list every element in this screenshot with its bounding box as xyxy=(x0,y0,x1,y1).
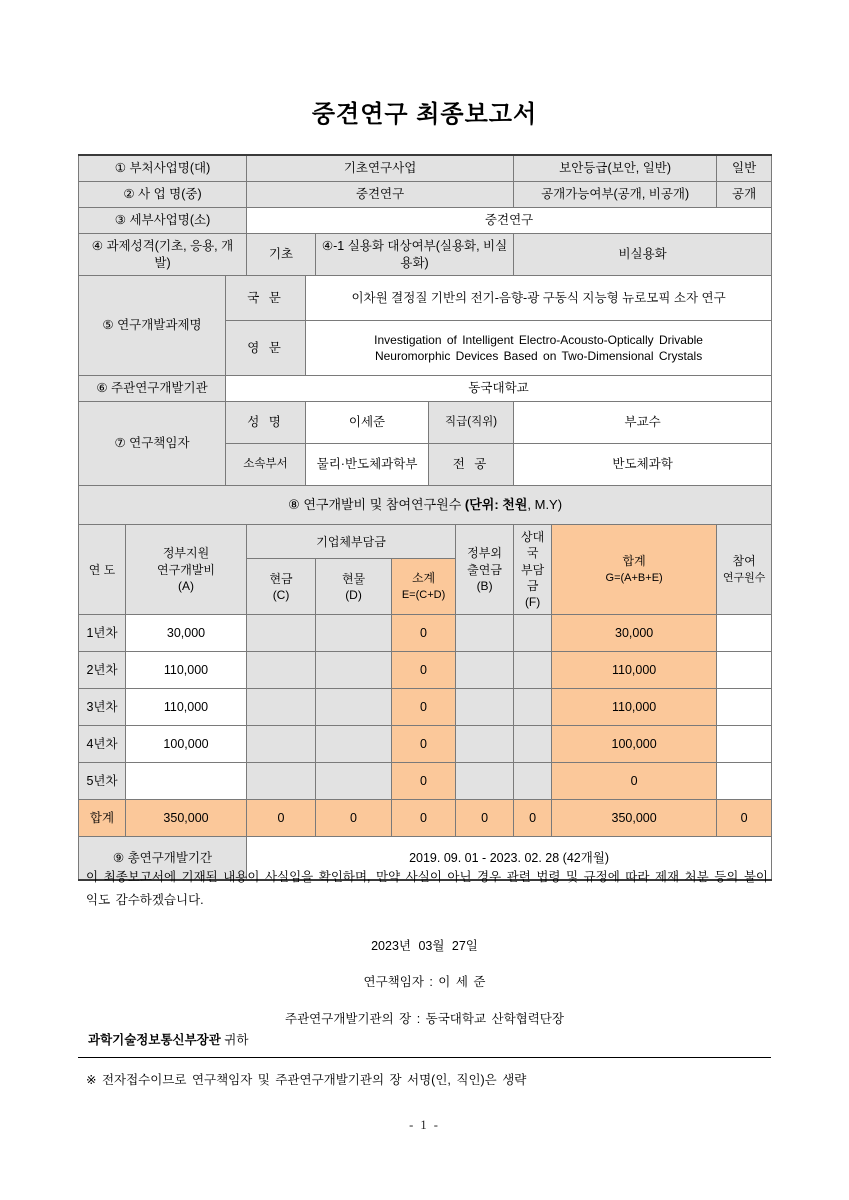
row3-value: 중견연구 xyxy=(247,207,772,233)
budget-col-subtotal xyxy=(392,559,456,615)
total-inkind: 0 xyxy=(316,800,392,837)
row1-right-value: 일반 xyxy=(717,155,772,181)
row-total: 0 xyxy=(552,763,717,800)
row5-korean-label: 국 문 xyxy=(226,276,306,321)
row-subtotal: 0 xyxy=(392,615,456,652)
signature-date: 2023년 03월 27일 xyxy=(371,939,478,953)
row-year: 3년차 xyxy=(79,689,126,726)
row9-value: 2019. 09. 01 - 2023. 02. 28 (42개월) xyxy=(247,837,772,881)
report-form-table xyxy=(78,154,772,881)
row4-value: 기초 xyxy=(247,233,316,276)
total-gov: 350,000 xyxy=(126,800,247,837)
budget-row xyxy=(79,726,772,763)
budget-col-company-group: 기업체부담금 xyxy=(247,525,456,559)
total-year: 합계 xyxy=(79,800,126,837)
row-researchers xyxy=(717,726,772,763)
total-researchers: 0 xyxy=(717,800,772,837)
nongov-l1: 정부외 xyxy=(467,546,502,561)
row-researchers xyxy=(717,615,772,652)
row-researchers xyxy=(717,689,772,726)
row3-label: ③ 세부사업명(소) xyxy=(79,207,247,233)
row-year: 5년차 xyxy=(79,763,126,800)
row-total: 30,000 xyxy=(552,615,717,652)
form-row-subprogram-name xyxy=(79,207,772,233)
row-gov: 100,000 xyxy=(126,726,247,763)
row7-dept-value: 물리·반도체과학부 xyxy=(306,444,429,486)
subtotal-l1: 소계 xyxy=(411,571,436,586)
row7-name-label: 성 명 xyxy=(226,402,306,444)
row-cash xyxy=(247,615,316,652)
row7-dept-label: 소속부서 xyxy=(226,444,306,486)
row5-english-label: 영 문 xyxy=(226,321,306,376)
row1-label: ① 부처사업명(대) xyxy=(79,155,247,181)
form-row-project-character xyxy=(79,233,772,276)
budget-col-cash xyxy=(247,559,316,615)
row5-english-value: Investigation of Intelligent Electro-Acousto-Optically Drivable Neuromorphic Devices Based on Two-Dimensional Crystals xyxy=(306,321,772,376)
minister-honorific: 귀하 xyxy=(220,1033,249,1047)
foreign-l2: 부담금 xyxy=(521,562,545,593)
researchers-l2: 연구원수 xyxy=(722,572,766,585)
row1-right-label: 보안등급(보안, 일반) xyxy=(514,155,717,181)
gov-funding-l1: 정부지원 xyxy=(162,546,210,561)
row-subtotal: 0 xyxy=(392,763,456,800)
total-cash: 0 xyxy=(247,800,316,837)
row9-label: ⑨ 총연구개발기간 xyxy=(79,837,247,881)
form-row-project-title-korean xyxy=(79,276,772,321)
inkind-l1: 현물 xyxy=(341,571,366,586)
row-nongov xyxy=(456,615,514,652)
row-year: 1년차 xyxy=(79,615,126,652)
foreign-l1: 상대국 xyxy=(521,530,545,561)
row4-right-label: ④-1 실용화 대상여부(실용화, 비실용화) xyxy=(316,233,514,276)
declaration-statement: 이 최종보고서에 기재된 내용이 사실임을 확인하며, 만약 사실이 아닌 경우 관련 법령 및 규정에 따라 제재 처분 등의 불이익도 감수하겠습니다. xyxy=(86,870,768,908)
row-nongov xyxy=(456,726,514,763)
electronic-submission-note: ※ 전자접수이므로 연구책임자 및 주관연구개발기관의 장 서명(인, 직인)은 생략 xyxy=(86,1073,527,1087)
budget-col-nongov xyxy=(456,525,514,615)
row-cash xyxy=(247,689,316,726)
row-gov xyxy=(126,763,247,800)
budget-col-gov-funding xyxy=(126,525,247,615)
row-inkind xyxy=(316,652,392,689)
budget-col-year: 연 도 xyxy=(79,525,126,615)
row6-value: 동국대학교 xyxy=(226,376,772,402)
row-foreign xyxy=(514,726,552,763)
row7-label: ⑦ 연구책임자 xyxy=(79,402,226,486)
row-subtotal: 0 xyxy=(392,689,456,726)
pi-signature-line: 연구책임자 : 이 세 준 xyxy=(363,975,486,989)
row7-major-value: 반도체과학 xyxy=(514,444,772,486)
gov-funding-l3: (A) xyxy=(178,578,195,593)
row-foreign xyxy=(514,652,552,689)
cash-l2: (C) xyxy=(272,587,290,602)
subtotal-l2: E=(C+D) xyxy=(401,589,446,602)
budget-col-total xyxy=(552,525,717,615)
row-nongov xyxy=(456,763,514,800)
row-nongov xyxy=(456,652,514,689)
nongov-l2: 출연금 xyxy=(467,562,502,577)
budget-total-row xyxy=(79,800,772,837)
foreign-l3: (F) xyxy=(524,595,541,609)
row2-right-label: 공개가능여부(공개, 비공개) xyxy=(514,181,717,207)
researchers-l1: 참여 xyxy=(732,554,756,569)
row-gov: 30,000 xyxy=(126,615,247,652)
minister-title: 과학기술정보통신부장관 xyxy=(88,1033,221,1047)
row-cash xyxy=(247,763,316,800)
row-year: 4년차 xyxy=(79,726,126,763)
form-row-program-name xyxy=(79,181,772,207)
row7-major-label: 전 공 xyxy=(429,444,514,486)
row-total: 100,000 xyxy=(552,726,717,763)
row-researchers xyxy=(717,652,772,689)
row-researchers xyxy=(717,763,772,800)
row-total: 110,000 xyxy=(552,652,717,689)
budget-col-foreign xyxy=(514,525,552,615)
row1-value: 기초연구사업 xyxy=(247,155,514,181)
row-foreign xyxy=(514,689,552,726)
total-l2: G=(A+B+E) xyxy=(605,572,663,585)
row4-right-value: 비실용화 xyxy=(514,233,772,276)
form-row-pi-name xyxy=(79,402,772,444)
budget-row xyxy=(79,615,772,652)
total-foreign: 0 xyxy=(514,800,552,837)
nongov-l3: (B) xyxy=(476,578,493,593)
budget-row xyxy=(79,763,772,800)
budget-row xyxy=(79,689,772,726)
row-nongov xyxy=(456,689,514,726)
budget-col-inkind xyxy=(316,559,392,615)
row-total: 110,000 xyxy=(552,689,717,726)
row7-name-value: 이세준 xyxy=(306,402,429,444)
row-subtotal: 0 xyxy=(392,652,456,689)
form-row-ministry-program xyxy=(79,155,772,181)
row-foreign xyxy=(514,763,552,800)
row2-value: 중견연구 xyxy=(247,181,514,207)
budget-heading-prefix: ⑧ 연구개발비 및 참여연구원수 xyxy=(288,497,465,513)
row4-label: ④ 과제성격(기초, 응용, 개발) xyxy=(79,233,247,276)
row-subtotal: 0 xyxy=(392,726,456,763)
form-row-host-institution xyxy=(79,376,772,402)
budget-col-researchers xyxy=(717,525,772,615)
budget-header-row-1 xyxy=(79,525,772,559)
cash-l1: 현금 xyxy=(269,571,293,586)
row-foreign xyxy=(514,615,552,652)
page-title: 중견연구 최종보고서 xyxy=(311,101,538,128)
row-inkind xyxy=(316,763,392,800)
page-number: - 1 - xyxy=(409,1118,440,1132)
row2-right-value: 공개 xyxy=(717,181,772,207)
row2-label: ② 사 업 명(중) xyxy=(79,181,247,207)
org-signature-line: 주관연구개발기관의 장 : 동국대학교 산학협력단장 xyxy=(285,1012,564,1026)
budget-row xyxy=(79,652,772,689)
budget-heading-unit: (단위: 천원 xyxy=(464,497,528,513)
row-inkind xyxy=(316,689,392,726)
row-cash xyxy=(247,652,316,689)
total-nongov: 0 xyxy=(456,800,514,837)
budget-heading-unit2: , M.Y) xyxy=(527,497,563,513)
row5-label: ⑤ 연구개발과제명 xyxy=(79,276,226,376)
row-inkind xyxy=(316,615,392,652)
addressee-minister xyxy=(88,1030,248,1048)
row5-korean-value: 이차원 결정질 기반의 전기-음향-광 구동식 지능형 뉴로모픽 소자 연구 xyxy=(306,276,772,321)
gov-funding-l2: 연구개발비 xyxy=(157,562,215,577)
total-l1: 합계 xyxy=(622,554,646,569)
row7-position-label: 직급(직위) xyxy=(429,402,514,444)
total-subtotal: 0 xyxy=(392,800,456,837)
row-year: 2년차 xyxy=(79,652,126,689)
inkind-l2: (D) xyxy=(345,587,362,602)
row-gov: 110,000 xyxy=(126,652,247,689)
row-gov: 110,000 xyxy=(126,689,247,726)
budget-heading xyxy=(79,486,772,525)
footer-divider xyxy=(78,1057,771,1058)
row6-label: ⑥ 주관연구개발기관 xyxy=(79,376,226,402)
row7-position-value: 부교수 xyxy=(514,402,772,444)
row-inkind xyxy=(316,726,392,763)
form-row-budget-heading xyxy=(79,486,772,525)
row-cash xyxy=(247,726,316,763)
total-total: 350,000 xyxy=(552,800,717,837)
